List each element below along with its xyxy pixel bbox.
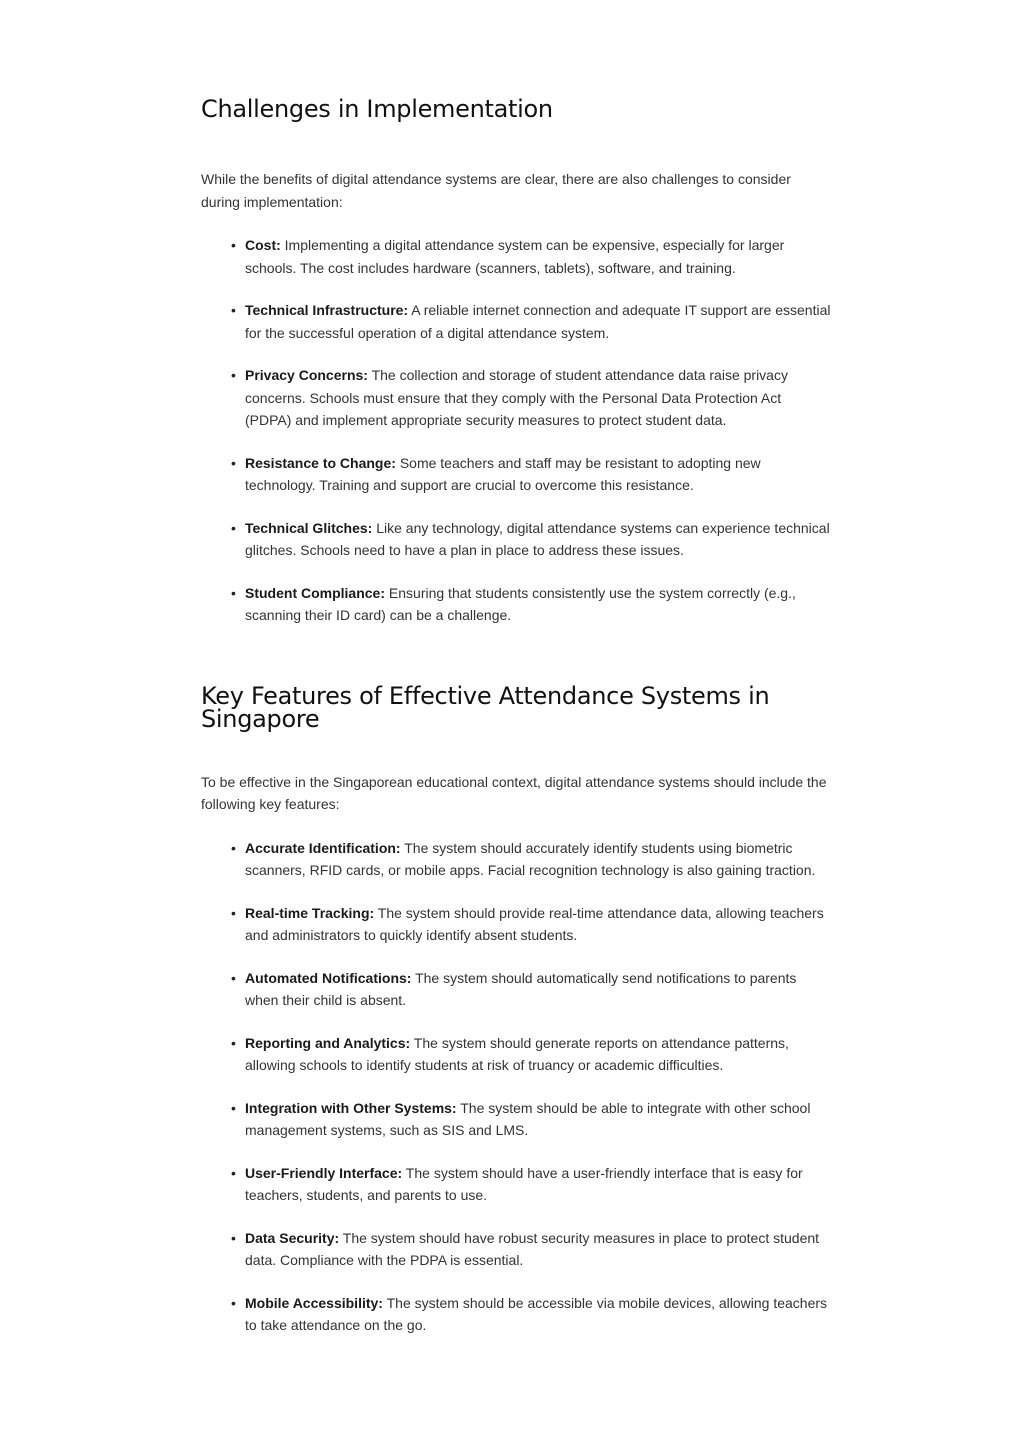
- item-text: The system should have robust security measures in place to protect student data. Compliance with the PDPA is essential.: [245, 1229, 820, 1268]
- bullet-icon: •: [231, 969, 236, 986]
- bullet-icon: •: [231, 519, 236, 536]
- item-term: Student Compliance:: [245, 584, 386, 601]
- item-text: Ensuring that students consistently use the system correctly (e.g., scanning their ID card) can be a challenge.: [245, 584, 796, 623]
- item-term: Integration with Other Systems:: [245, 1099, 457, 1116]
- section-intro: While the benefits of digital attendance systems are clear, there are also challenges to consider during implementation:: [201, 171, 791, 210]
- section-intro: To be effective in the Singaporean educational context, digital attendance systems should include the following key features:: [201, 773, 827, 812]
- item-term: Mobile Accessibility:: [245, 1294, 383, 1311]
- section-heading: Challenges in Implementation: [201, 95, 553, 123]
- list-item: [231, 1227, 831, 1272]
- item-text: The system should provide real-time attendance data, allowing teachers and administrators to quickly identify absent students.: [245, 904, 824, 943]
- item-term: User-Friendly Interface:: [245, 1164, 403, 1181]
- item-term: Cost:: [245, 237, 281, 253]
- item-term: Data Security:: [245, 1229, 340, 1246]
- bullet-icon: •: [231, 1099, 236, 1116]
- list-item: [231, 234, 831, 279]
- bullet-icon: •: [231, 1294, 236, 1311]
- list-item: [231, 364, 831, 432]
- list-item: [231, 299, 831, 344]
- features-list: [201, 837, 831, 1337]
- document-page: [201, 95, 831, 1337]
- item-text: The system should be accessible via mobile devices, allowing teachers to take attendance on the go.: [245, 1294, 828, 1333]
- item-term: Automated Notifications:: [245, 969, 412, 986]
- list-item: [231, 517, 831, 562]
- item-term: Privacy Concerns:: [245, 367, 368, 383]
- item-text: Implementing a digital attendance system can be expensive, especially for larger schools. The cost includes hardware (scanners, tablets), software, and training.: [245, 237, 785, 276]
- bullet-icon: •: [231, 367, 236, 383]
- item-text: A reliable internet connection and adequate IT support are essential for the successful operation of a digital attendance system.: [245, 302, 831, 341]
- list-item: [231, 1292, 831, 1337]
- challenges-list: [201, 234, 831, 627]
- bullet-icon: •: [231, 302, 236, 318]
- bullet-icon: •: [231, 904, 236, 921]
- list-item: [231, 1162, 831, 1207]
- item-text: The system should automatically send notifications to parents when their child is absent.: [245, 969, 797, 1008]
- list-item: [231, 837, 831, 882]
- list-item: [231, 582, 831, 627]
- bullet-icon: •: [231, 1164, 236, 1181]
- item-term: Reporting and Analytics:: [245, 1034, 411, 1051]
- list-item: [231, 902, 831, 947]
- item-text: Like any technology, digital attendance systems can experience technical glitches. Schools need to have a plan in place to address these issues.: [245, 519, 830, 558]
- item-text: The system should have a user-friendly interface that is easy for teachers, students, and parents to use.: [245, 1164, 803, 1203]
- bullet-icon: •: [231, 454, 236, 471]
- item-text: The collection and storage of student attendance data raise privacy concerns. Schools must ensure that they comply with the Personal Data Protection Act (PDPA) and implement appropriate security measures to protect student data.: [245, 367, 788, 428]
- item-term: Accurate Identification:: [245, 839, 401, 856]
- item-term: Real-time Tracking:: [245, 904, 375, 921]
- list-item: [231, 452, 831, 497]
- item-text: The system should accurately identify students using biometric scanners, RFID cards, or mobile apps. Facial recognition technology is also gaining traction.: [245, 839, 816, 878]
- item-text: The system should generate reports on attendance patterns, allowing schools to identify students at risk of truancy or academic difficulties.: [245, 1034, 789, 1073]
- bullet-icon: •: [231, 584, 236, 601]
- list-item: [231, 1097, 831, 1142]
- item-term: Resistance to Change:: [245, 454, 396, 471]
- item-term: Technical Infrastructure:: [245, 302, 409, 318]
- item-text: Some teachers and staff may be resistant to adopting new technology. Training and support are crucial to overcome this resistance.: [245, 454, 761, 493]
- item-text: The system should be able to integrate with other school management systems, such as SIS and LMS.: [245, 1099, 811, 1138]
- bullet-icon: •: [231, 839, 236, 856]
- list-item: [231, 967, 831, 1012]
- bullet-icon: •: [231, 1229, 236, 1246]
- bullet-icon: •: [231, 237, 236, 253]
- section-heading: Key Features of Effective Attendance Systems in Singapore: [201, 681, 770, 733]
- item-term: Technical Glitches:: [245, 519, 373, 536]
- bullet-icon: •: [231, 1034, 236, 1051]
- list-item: [231, 1032, 831, 1077]
